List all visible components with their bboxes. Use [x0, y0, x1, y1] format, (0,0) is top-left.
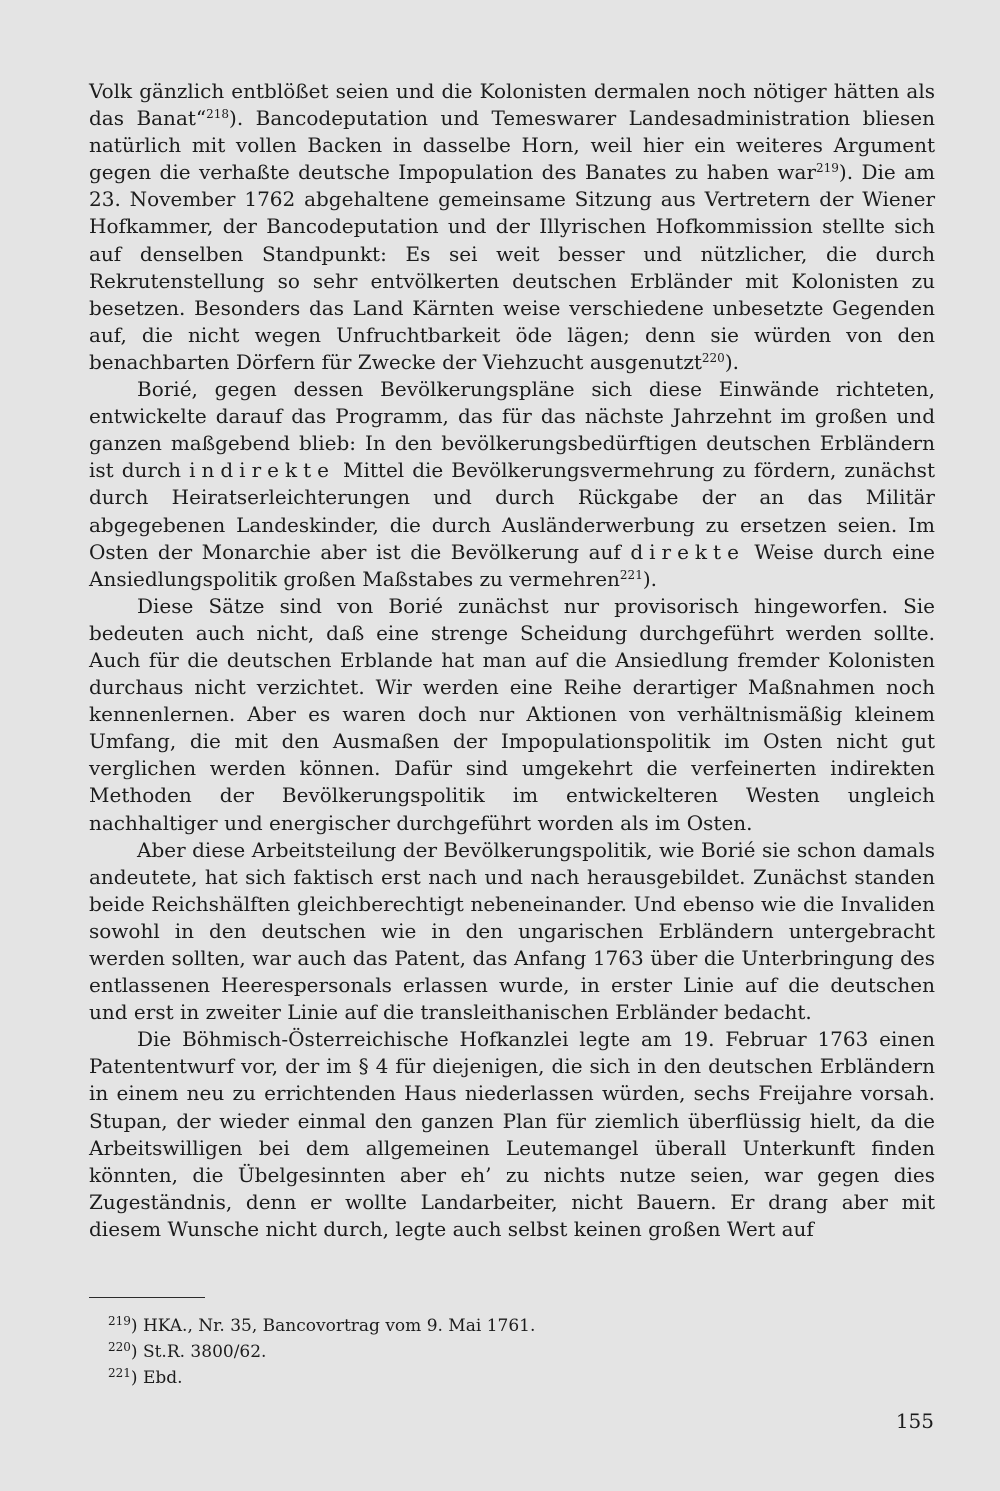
- footnote-number: 221: [108, 1366, 131, 1380]
- footnote-number: 220: [108, 1340, 131, 1354]
- footnote-reference: 221: [619, 567, 643, 582]
- footnote-divider: [89, 1297, 205, 1298]
- footnote-text: ) Ebd.: [130, 1368, 183, 1388]
- footnote-reference: 218: [206, 107, 230, 122]
- footnote: [108, 1339, 808, 1365]
- body-text: [89, 78, 935, 1243]
- emphasized-word: direkte: [630, 539, 745, 564]
- text-run: Diese Sätze sind von Borié zunächst nur provisorisch hingeworfen. Sie bedeuten auch nicht, daß eine strenge Scheidung durchgeführt werden sollte. Auch für die deutschen Erblande hat man auf die Ansiedlung fremder Kolonisten durchaus nicht verzichtet. Wir werden eine Reihe derartiger Maßnahmen noch kennenlernen. Aber es waren doch nur Aktionen von verhältnismäßig kleinem Umfang, die mit den Ausmaßen der Impopulationspolitik im Osten nicht gut verglichen werden können. Dafür sind umgekehrt die verfeinerten indirekten Methoden der Bevölkerungspolitik im entwickelteren Westen ungleich nachhaltiger und energischer durchgeführt worden als im Osten.: [89, 593, 935, 835]
- footnotes: [108, 1313, 808, 1391]
- text-run: Mittel die Bevölkerungsvermehrung zu fördern, zunächst durch Heiratserleichterungen und durch Rückgabe der an das Militär abgegebenen Landeskinder, die durch Ausländerwerbung zu ersetzen seien. Im Osten der Monarchie aber ist die Bevölkerung auf: [89, 458, 935, 564]
- page-number: 155: [895, 1409, 934, 1433]
- text-run: Borié, gegen dessen Bevölkerungspläne sich diese Einwände richteten, entwickelte darauf das Programm, das für das nächste Jahrzehnt im großen und ganzen maßgebend blieb: In den bevölkerungsbedürftigen deutschen Erbländern ist durch: [89, 377, 935, 483]
- text-run: Volk gänzlich entblößet seien und die Kolonisten dermalen noch nötiger hätten als das Banat“: [89, 79, 935, 131]
- text-run: ).: [724, 349, 739, 374]
- paragraph: [89, 837, 935, 1027]
- paragraph: [89, 78, 935, 376]
- footnote-number: 219: [108, 1314, 131, 1328]
- footnote: [108, 1365, 808, 1391]
- footnote-text: ) St.R. 3800/62.: [130, 1342, 267, 1362]
- text-run: ). Bancodeputation und Temeswarer Landesadministration bliesen natürlich mit vollen Backen in dasselbe Horn, weil hier ein weiteres Argument gegen die verhaßte deutsche Impopulation des Banates zu haben war: [89, 106, 935, 185]
- paragraph: [89, 593, 935, 837]
- footnote-reference: 220: [701, 350, 725, 365]
- emphasized-word: indirekte: [189, 458, 335, 483]
- paragraph: [89, 376, 935, 593]
- text-run: Weise durch eine Ansiedlungspolitik großen Maßstabes zu vermehren: [89, 539, 935, 591]
- footnote-text: ) HKA., Nr. 35, Bancovortrag vom 9. Mai 1761.: [130, 1316, 536, 1336]
- text-run: Die Böhmisch-Österreichische Hofkanzlei legte am 19. Februar 1763 einen Patententwurf vor, der im § 4 für diejenigen, die sich in den deutschen Erbländern in einem neu zu errichtenden Haus niederlassen würden, sechs Freijahre vorsah. Stupan, der wieder einmal den ganzen Plan für ziemlich überflüssig hielt, da die Arbeitswilligen bei dem allgemeinen Leutemangel überall Unterkunft finden könnten, die Übelgesinnten aber eh’ zu nichts nutze seien, war gegen dies Zugeständnis, denn er wollte Landarbeiter, nicht Bauern. Er drang aber mit diesem Wunsche nicht durch, legte auch selbst keinen großen Wert auf: [89, 1027, 935, 1241]
- text-run: Aber diese Arbeitsteilung der Bevölkerungspolitik, wie Borié sie schon damals andeutete, hat sich faktisch erst nach und nach herausgebildet. Zunächst standen beide Reichshälften gleichberechtigt nebeneinander. Und ebenso wie die Invaliden sowohl in den deutschen wie in den ungarischen Erbländern untergebracht werden sollten, war auch das Patent, das Anfang 1763 über die Unterbringung des entlassenen Heerespersonals erlassen wurde, in erster Linie auf die deutschen und erst in zweiter Linie auf die transleithanischen Erbländer bedacht.: [89, 837, 935, 1025]
- text-run: ).: [642, 566, 657, 591]
- footnote: [108, 1313, 808, 1339]
- paragraph: [89, 1026, 935, 1243]
- footnote-reference: 219: [816, 161, 839, 176]
- text-run: ). Die am 23. November 1762 abgehaltene gemeinsame Sitzung aus Vertretern der Wiener Hofkammer, der Bancodeputation und der Illyrischen Hofkommission stellte sich auf denselben Standpunkt: Es sei weit besser und nützlicher, die durch Rekrutenstellung so sehr entvölkerten deutschen Erbländer mit Kolonisten zu besetzen. Besonders das Land Kärnten weise verschiedene unbesetzte Gegenden auf, die nicht wegen Unfruchtbarkeit öde lägen; denn sie würden von den benachbarten Dörfern für Zwecke der Viehzucht ausgenutzt: [89, 160, 936, 374]
